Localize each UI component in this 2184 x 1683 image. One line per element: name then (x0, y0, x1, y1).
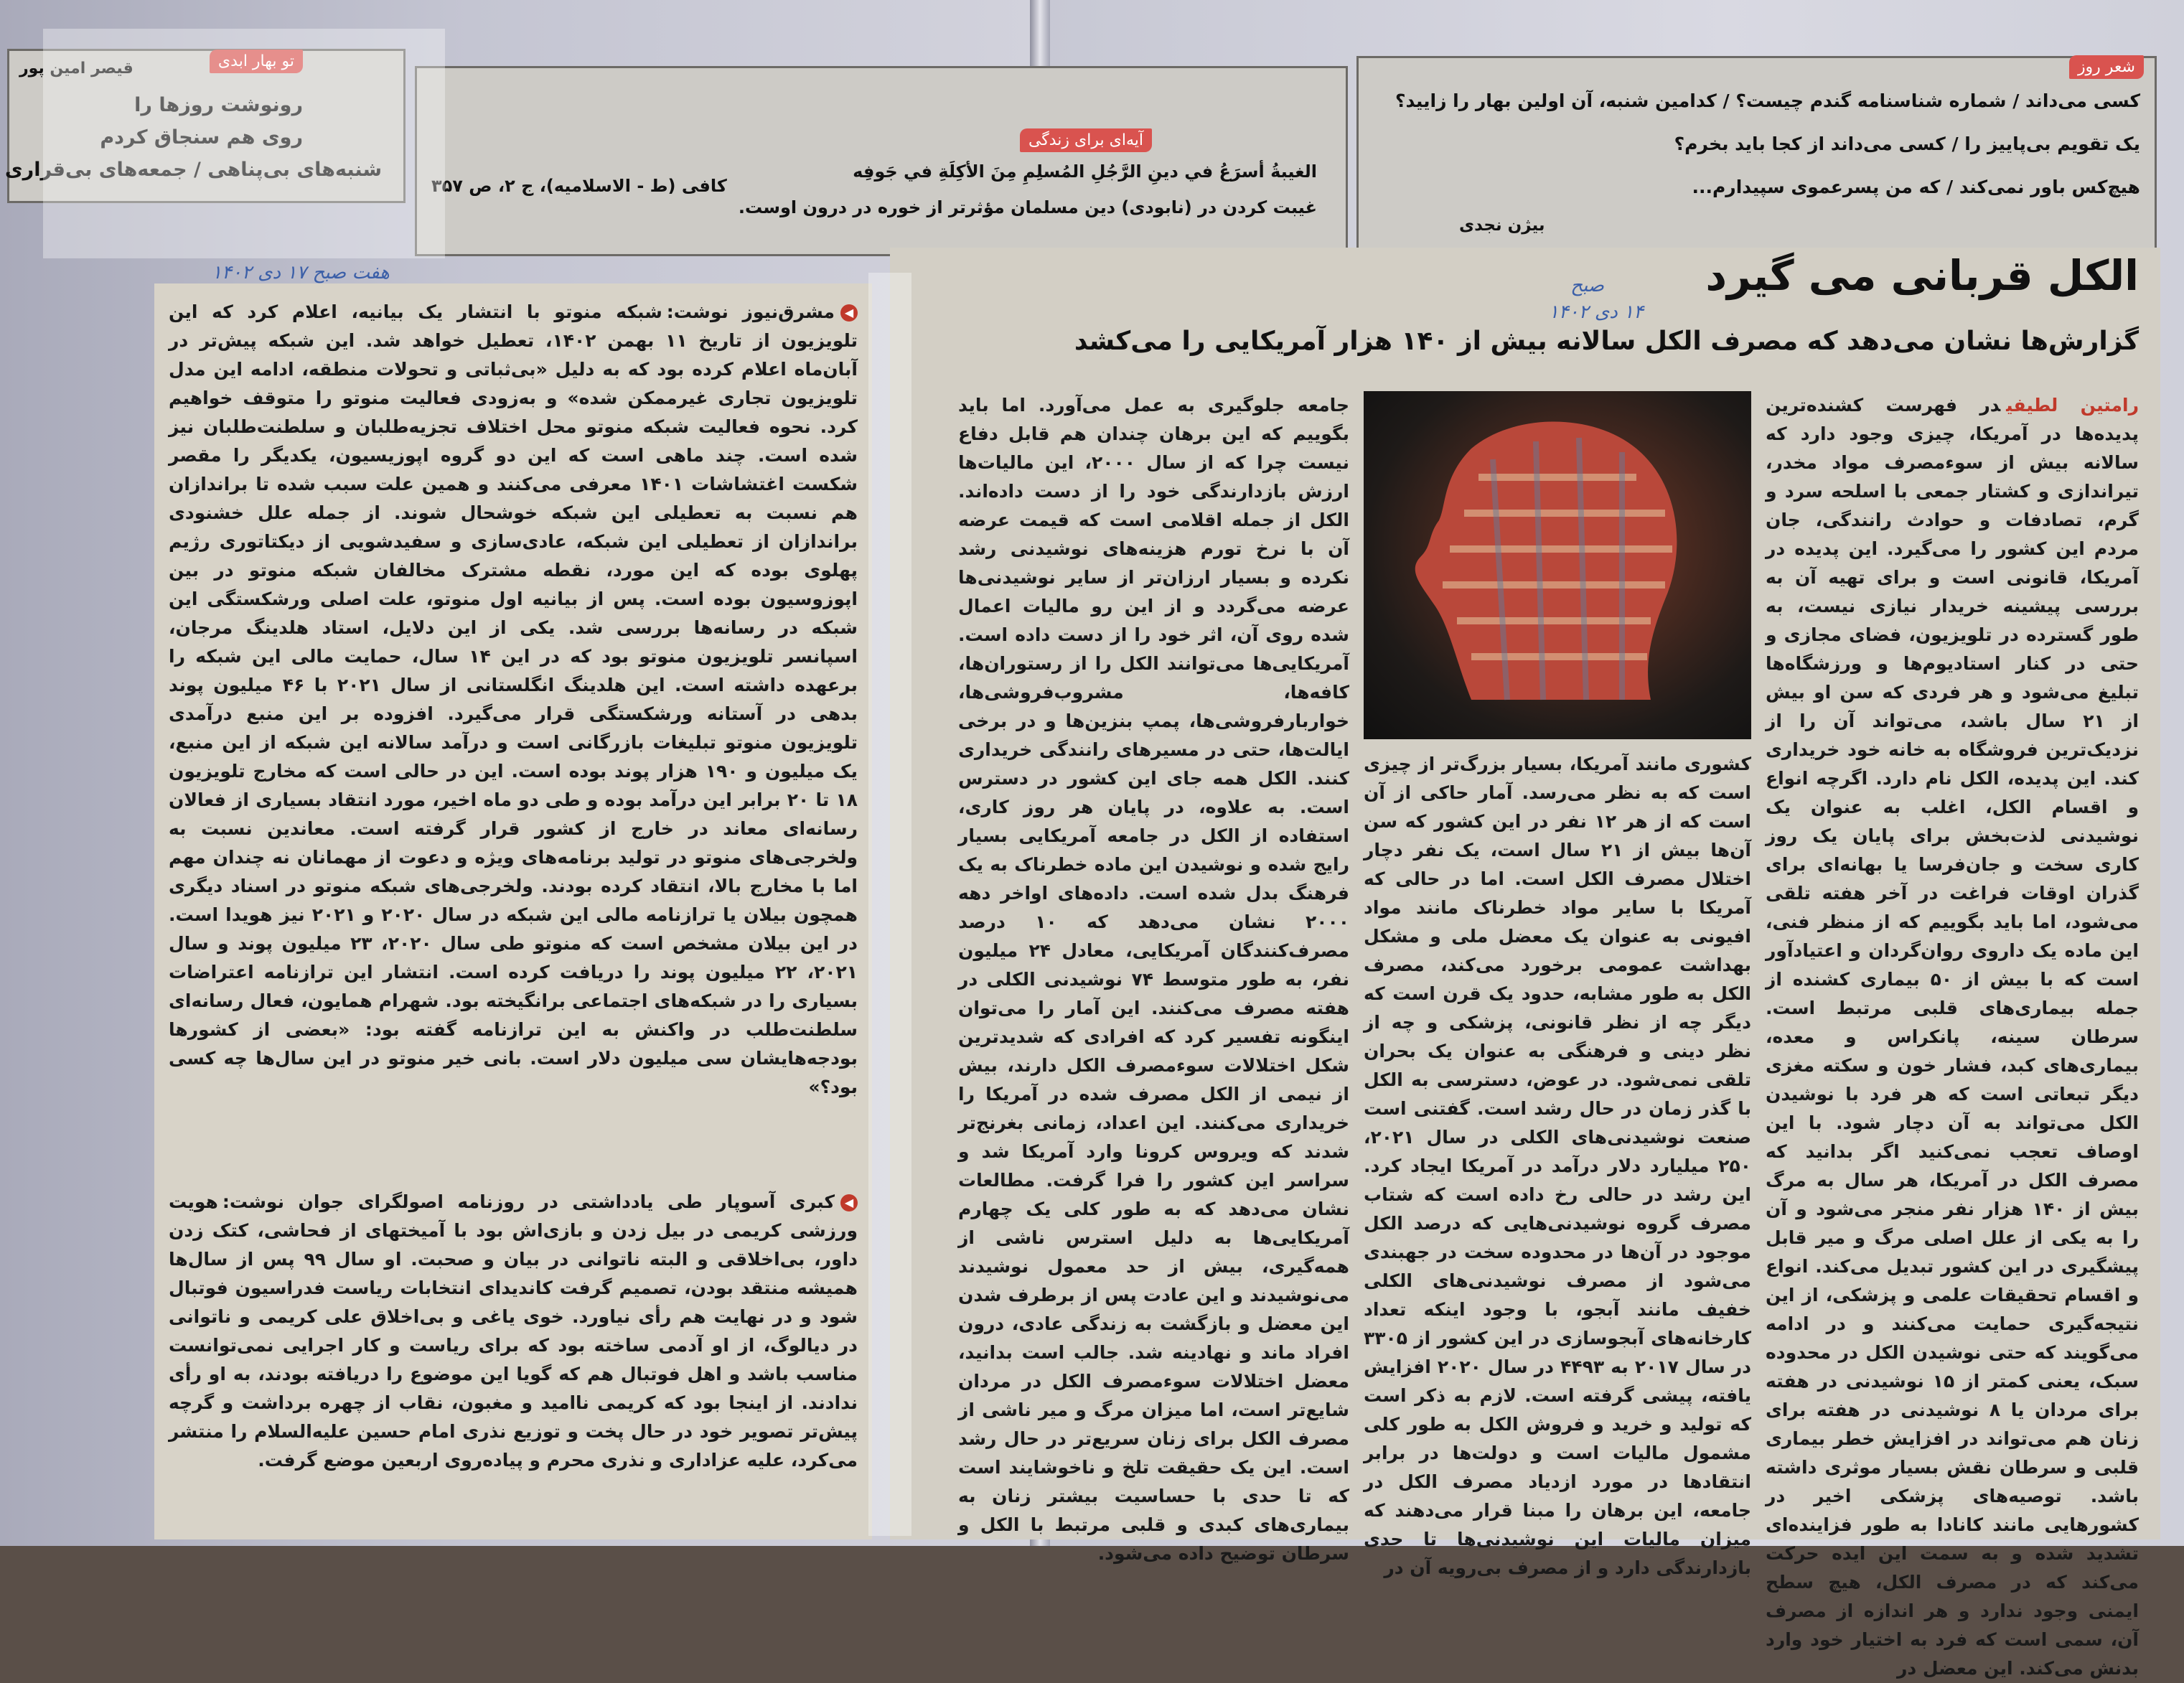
left-clipping (154, 262, 872, 1539)
hadith-translation: غیبت کردن در (نابودی) دین مسلمان مؤثرتر از خوره در درون اوست. (738, 197, 1317, 217)
poem2-author: بیژن نجدی (1459, 216, 1545, 235)
human-head-collage-illustration (1364, 391, 1751, 739)
handwritten-note: هفت صبح ۱۷ دی ۱۴۰۲ (212, 262, 390, 283)
hadith-box (415, 66, 1348, 256)
poem-line-3: شنبه‌های بی‌پناهی / جمعه‌های بی‌قراری (4, 159, 382, 181)
poem2-line-1: کسی می‌داند / شماره شناسنامه گندم چیست؟ / کدامین شنبه، آن اولین بهار را زایید؟ (1395, 90, 2140, 111)
bullet-icon: ◀ (840, 304, 858, 322)
poem-line-1: رونوشت روزها را (134, 94, 303, 116)
handwritten-paper: صبح (1570, 275, 1604, 296)
poem2-tag: شعر روز (2069, 55, 2144, 79)
article-column-left (958, 391, 1350, 1564)
tape-strip (868, 273, 911, 1536)
tape-strip (43, 29, 445, 258)
hadith-arabic: الغيبةُ أسرَعُ في دينِ الرَّجُلِ المُسلِمِ مِنَ الأكِلَةِ في جَوفِه (853, 161, 1317, 182)
item2-lead: کبری آسوپار طی یادداشتی در روزنامه اصولگرای جوان نوشت: (222, 1191, 835, 1212)
article-column-middle (1364, 750, 1752, 1578)
article-text-middle: کشوری مانند آمریکا، بسیار بزرگ‌تر از چیزی است که به نظر می‌رسد. آمار حاکی از آن است که از هر ۱۲ نفر در این کشور که سن آن‌ها بیش از ۲۱ سال است، یک نفر دچار اختلال مصرف الکل است. اما در حالی که آمریکا با سایر مواد خطرناک مانند مواد افیونی به عنوان یک معضل ملی و مشکل بهداشت عمومی برخورد می‌کند، مصرف الکل به طور مشابه، حدود یک قرن است که دیگر چه از نظر قانونی، پزشکی و چه از نظر دینی و فرهنگی به عنوان یک بحران تلقی نمی‌شود. در عوض، دسترسی به الکل با گذر زمان در حال رشد است. گفتنی است صنعت نوشیدنی‌های الکلی در سال ۲۰۲۱، ۲۵۰ میلیارد دلار درآمد در آمریکا ایجاد کرد. این رشد در حالی رخ داده است که شتاب مصرف گروه نوشیدنی‌هایی که درصد الکل موجود در آن‌ها در محدوده سخت در جهبندی می‌شود از مصرف نوشیدنی‌های الکلی خفیف مانند آبجو، با وجود اینکه تعداد کارخانه‌های آبجوسازی در این کشور از ۳۳۰۵ در سال ۲۰۱۷ به ۴۴۹۳ در سال ۲۰۲۰ افزایش یافته، پیشی گرفته است. لازم به ذکر است که تولید و خرید و فروش الکل به طور کلی مشمول مالیات است و دولت‌ها در برابر انتقادها در مورد ازدیاد مصرف الکل در جامعه، این برهان را مبنا قرار می‌دهند که میزان مالیات این نوشیدنی‌ها تا حدی بازدارندگی دارد و از مصرف بی‌رویه آن در (1364, 754, 1752, 1578)
poem-line-2: روی هم سنجاق کردم (100, 126, 303, 149)
poem-box-right (1356, 56, 2157, 261)
article-text-right: در فهرست کشنده‌ترین پدیده‌ها در آمریکا، چیزی وجود دارد که سالانه بیش از سوءمصرف مواد مخدر، تیراندازی و کشتار جمعی با اسلحه سرد و گرم، تصادفات و حوادث رانندگی، جان مردم این کشور را می‌گیرد. این پدیده در آمریکا، قانونی است و برای تهیه آن به بررسی پیشینه خریدار نیازی نیست، به طور گسترده در تلویزیون، فضای مجازی و حتی در کنار استادیوم‌ها و ورزشگاه‌ها تبلیغ می‌شود و هر فردی که سن او بیش از ۲۱ سال باشد، می‌تواند آن را از نزدیک‌ترین فروشگاه به خانه خود خریداری کند. این پدیده، الکل نام دارد. اگرچه انواع و اقسام الکل، اغلب به عنوان یک نوشیدنی لذت‌بخش برای پایان یک روز کاری سخت و جان‌فرسا یا بهانه‌ای برای گذران اوقات فراغت در آخر هفته تلقی می‌شود، اما باید بگوییم که از منظر فنی، این ماده یک داروی روان‌گردان و اعتیادآور است که با بیش از ۵۰ بیماری کشنده از جمله بیماری‌های قلبی مرتبط است. سرطان سینه، پانکراس و معده، بیماری‌های کبد، فشار خون و سکته مغزی دیگر تبعاتی است که هر فرد با نوشیدن الکل می‌تواند به آن دچار شود. با این اوصاف تعجب نمی‌کنید اگر بدانید که مصرف الکل در آمریکا، هر سال به مرگ بیش از ۱۴۰ هزار نفر منجر می‌شود و آن را به یکی از علل اصلی مرگ و میر قابل پیشگیری در این کشور تبدیل می‌کند. انواع و اقسام تحقیقات علمی و پزشکی، از این نتیجه‌گیری حمایت می‌کنند و در ادامه می‌گویند که حتی نوشیدن الکل در محدوده سبک، یعنی کمتر از ۱۵ نوشیدنی در هفته برای مردان یا ۸ نوشیدنی در هفته برای زنان هم می‌تواند در افزایش خطر بیماری قلبی و سرطان نقش بسیار موثری داشته باشد. توصیه‌های پزشکی اخیر در کشورهایی مانند کانادا به طور فزاینده‌ای تشدید شده و به سمت این ایده حرکت می‌کند که در مصرف الکل، هیچ سطح ایمنی وجود ندارد و هر اندازه از مصرف آن، سمی است که فرد به اختیار خود وارد بدنش می‌کند. این معضل در (1766, 395, 2139, 1679)
clipping-item-2 (169, 1188, 858, 1532)
article-image (1364, 391, 1751, 739)
hadith-source: کافی (ط - الاسلامیه)، ج ۲، ص ۳۵۷ (431, 176, 727, 196)
article-subtitle: گزارش‌ها نشان می‌دهد که مصرف الکل سالانه بیش از ۱۴۰ هزار آمریکایی را می‌کشد (1074, 327, 2139, 356)
item1-text: شبکه منوتو با انتشار یک بیانیه، اعلام کرد که این تلویزیون از تاریخ ۱۱ بهمن ۱۴۰۲، تعطیل خواهد شد. این شبکه پیش‌تر در آبان‌ماه اعلام کرده بود که به دلیل «بی‌ثباتی و تحولات منطقه، ادامه این مدل تلویزیون تجاری غیرممکن شده» و به‌زودی فعالیت منوتو را متوقف خواهیم کرد. نحوه فعالیت شبکه منوتو محل اختلاف تجزیه‌طلبان و سلطنت‌طلبان نیز شده است. چند ماهی است که این دو گروه اپوزیسیون، یکدیگر را مقصر شکست اغتشاشات ۱۴۰۱ معرفی می‌کنند و همین علت سبب شده تا براندازان هم نسبت به تعطیلی این شبکه خوشحال شوند. از جمله علل خشنودی براندازان از تعطیلی این شبکه، عادی‌سازی و سفیدشویی از دیکتاتوری رژیم پهلوی بوده که این مورد، نقطه مشترک مخالفان شبکه منوتو در بین اپوزوسیون بوده است. پس از بیانیه اول منوتو، علت اصلی ورشکستگی این شبکه در رسانه‌ها بررسی شد. یکی از این دلایل، استاد هلدینگ مرجان، اسپانسر تلویزیون منوتو بود که در این ۱۴ سال، حمایت مالی این شبکه را برعهده داشته است. این هلدینگ انگلستانی از سال ۲۰۲۱ با ۴۶ میلیون پوند بدهی در آستانه ورشکستگی قرار می‌گیرد. افزوده بر این منبع درآمدی تلویزیون منوتو تبلیغات بازرگانی است و درآمد سالانه این شبکه از این منبع، یک میلیون و ۱۹۰ هزار پوند بوده است. این در حالی است که مخارج تلویزیون ۱۸ تا ۲۰ برابر این درآمد بوده و طی دو ماه اخیر، مورد انتقاد بسیاری از فعالان رسانه‌ای معاند در خارج از کشور قرار گرفته است. معاندین نسبت به ولخرجی‌های منوتو در تولید برنامه‌های ویژه و دعوت از مهمانان نه چندان مهم اما با مخارج بالا، انتقاد کرده بودند. ولخرجی‌های شبکه منوتو در اسناد دیگری همچون بیلان یا ترازنامه مالی این شبکه در سال ۲۰۲۰ و ۲۰۲۱ نیز هویدا است. در این بیلان مشخص است که منوتو طی سال ۲۰۲۰، ۲۳ میلیون پوند و سال ۲۰۲۱، ۲۲ میلیون پوند را دریافت کرده است. انتشار این ترازنامه اعتراضات بسیاری را در شبکه‌های اجتماعی برانگیخته بود. شهرام همایون، فعال رسانه‌ای سلطنت‌طلب در واکنش به این ترازنامه گفته بود: «بعضی از کشورها بودجه‌هایشان سی میلیون دلار است. بانی خیر منوتو در این سال‌ها چه کسی بود؟» (169, 301, 858, 1097)
bullet-icon: ◀ (840, 1194, 858, 1211)
article-title: الکل قربانی می گیرد (1705, 251, 2139, 300)
main-article (890, 248, 2160, 1679)
poem2-line-2: یک تقویم بی‌پاییز را / کسی می‌داند از کجا باید بخرم؟ (1674, 133, 2140, 154)
clipping-item-1 (169, 298, 858, 1181)
article-text-left: جامعه جلوگیری به عمل می‌آورد. اما باید بگوییم که این برهان چندان هم قابل دفاع نیست چرا که از سال ۲۰۰۰، این مالیات‌ها ارزش بازدارندگی خود را از دست داده‌اند. الکل از جمله اقلامی است که قیمت عرضه آن با نرخ تورم هزینه‌های نوشیدنی رشد نکرده و بسیار ارزان‌تر از سایر نوشیدنی‌ها عرضه می‌گردد و از این رو مالیات اعمال شده روی آن، اثر خود را از دست داده است. آمریکایی‌ها می‌توانند الکل را از رستوران‌ها، کافه‌ها، مشروب‌فروشی‌ها، خواربارفروشی‌ها، پمپ بنزین‌ها و در برخی ایالت‌ها، حتی در مسیرهای رانندگی خریداری کنند. الکل همه جای این کشور در دسترس است. به علاوه، در پایان هر روز کاری، استفاده از الکل در جامعه آمریکایی بسیار رایج شده و نوشیدن این ماده خطرناک به یک فرهنگ بدل شده است. داده‌های اواخر دهه ۲۰۰۰ نشان می‌دهد که ۱۰ درصد مصرف‌کنندگان آمریکایی، معادل ۲۴ میلیون نفر، به طور متوسط ۷۴ نوشیدنی الکلی در هفته مصرف می‌کنند. این آمار را می‌توان اینگونه تفسیر کرد که افرادی که شدیدترین شکل اختلالات سوءمصرف الکل دارند، بیش از نیمی از الکل مصرف شده در آمریکا را خریداری می‌کنند. این اعداد، زمانی بغرنج‌تر شدند که ویروس کرونا وارد آمریکا شد و سراسر این کشور را فرا گرفت. مطالعات نشان می‌دهد که به طور کلی یک چهارم آمریکایی‌ها به دلیل استرس ناشی از همه‌گیری، بیش از حد معمول نوشیدند می‌نوشیدند و این عادت پس از برطرف شدن این معضل و بازگشت به زندگی عادی، درون افراد ماند و نهادینه شد. جالب است بدانید، معضل اختلالات سوءمصرف الکل در مردان شایع‌تر است، اما میزان مرگ و میر ناشی از مصرف الکل برای زنان سریع‌تر در حال رشد است. این یک حقیقت تلخ و ناخوشایند است که تا حدی با حساسیت بیشتر زنان به بیماری‌های کبدی و قلبی مرتبط با الکل و سرطان توضیح داده می‌شود. (958, 395, 1350, 1564)
article-author: رامتین لطیفی (2006, 395, 2139, 416)
article-column-right (1766, 391, 2139, 1679)
item1-lead: مشرق‌نیوز نوشت: (666, 301, 835, 322)
poem-tag: تو بهار ابدی (210, 50, 303, 73)
poem2-line-3: هیچ‌کس باور نمی‌کند / که من پسرعموی سپیدارم... (1692, 177, 2140, 197)
hadith-tag: آیه‌ای برای زندگی (1020, 128, 1152, 152)
poem-author: قیصر امین پور (19, 60, 133, 78)
handwritten-date: ۱۴ دی ۱۴۰۲ (1548, 301, 1644, 323)
item2-text: هویت ورزشی کریمی در بیل زدن و بازی‌اش بود با آمیختهای از فحاشی، کتک زدن داور، بی‌اخلاقی و البته ناتوانی در بیان و صحبت. او سال ۹۹ پس از سال‌ها همیشه منتقد بودن، تصمیم گرفت کاندیدای انتخابات ریاست فدراسیون فوتبال شود و در نهایت هم رأی نیاورد. خوی یاغی و بی‌اخلاق علی کریمی و ناتوانی در دیالوگ، از او آدمی ساخته بود که برای ریاست و کار اجرایی نمی‌توانست مناسب باشد و اهل فوتبال هم که گویا این موضوع را دریافته بودند، به او رأی ندادند. از اینجا بود که کریمی ناامید و مغبون، نقاب از چهره برداشت و گرچه پیش‌تر تصویر خود در حال پخت و توزیع نذری امام حسین علیه‌السلام را منتشر می‌کرد، علیه عزاداری و نذری محرم و پیاده‌روی اربعین موضع گرفت. (169, 1191, 858, 1471)
